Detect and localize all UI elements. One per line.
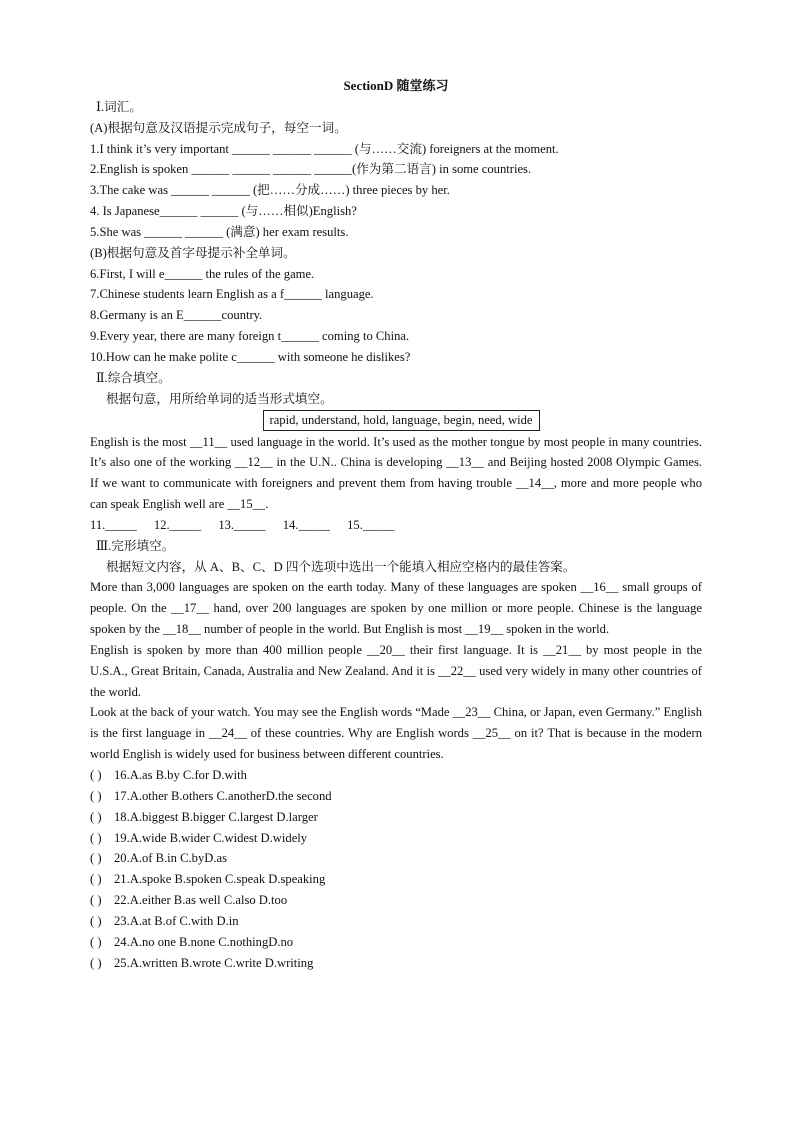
answer-paren-20[interactable]: ( ) <box>90 851 102 866</box>
options-22: 22.A.either B.as well C.also D.too <box>114 893 288 908</box>
question-2: 2.English is spoken ______ ______ ______ ______(作为第二语言) in some countries. <box>90 162 532 177</box>
question-9: 9.Every year, there are many foreign t______ coming to China. <box>90 329 410 344</box>
section-3-heading: Ⅲ.完形填空。 <box>96 538 175 553</box>
answer-paren-18[interactable]: ( ) <box>90 809 102 824</box>
answer-paren-17[interactable]: ( ) <box>90 788 102 803</box>
answer-blank-15[interactable]: 15._____ <box>347 517 395 532</box>
option-row-16 <box>90 765 702 786</box>
question-6: 6.First, I will e______ the rules of the game. <box>90 266 315 281</box>
section-2-heading: Ⅱ.综合填空。 <box>96 370 171 385</box>
options-20: 20.A.of B.in C.byD.as <box>114 851 227 866</box>
answer-blank-14[interactable]: 14._____ <box>282 517 330 532</box>
answer-paren-24[interactable]: ( ) <box>90 934 102 949</box>
section-2-answer-blanks <box>90 515 702 536</box>
option-row-17 <box>90 786 702 807</box>
option-row-18 <box>90 807 702 828</box>
question-8: 8.Germany is an E______country. <box>90 308 263 323</box>
answer-blank-12[interactable]: 12._____ <box>153 517 202 532</box>
answer-paren-21[interactable]: ( ) <box>90 872 102 887</box>
options-18: 18.A.biggest B.bigger C.largest D.larger <box>114 809 318 824</box>
cloze-paragraph-3: Look at the back of your watch. You may see the English words “Made __23__ China, or Japan, even Germany.” English is the first language in __24__ of these countries. Why are English words __25__ on it? That is because in the modern world English is widely used for business between different countries. <box>90 705 702 762</box>
options-23: 23.A.at B.of C.with D.in <box>114 913 239 928</box>
question-10: 10.How can he make polite c______ with someone he dislikes? <box>90 349 411 364</box>
options-16: 16.A.as B.by C.for D.with <box>114 768 247 782</box>
question-7: 7.Chinese students learn English as a f______ language. <box>90 287 374 302</box>
section-3-instruction: 根据短文内容，从 A、B、C、D 四个选项中选出一个能填入相应空格内的最佳答案。 <box>106 559 576 574</box>
option-row-19 <box>90 828 702 849</box>
answer-blank-13[interactable]: 13._____ <box>218 517 266 532</box>
options-19: 19.A.wide B.wider C.widest D.widely <box>114 830 308 845</box>
options-24: 24.A.no one B.none C.nothingD.no <box>114 934 294 949</box>
options-21: 21.A.spoke B.spoken C.speak D.speaking <box>114 872 326 887</box>
question-3: 3.The cake was ______ ______ (把……分成……) three pieces by her. <box>90 183 450 198</box>
section-2-passage: English is the most __11__ used language in the world. It’s used as the mother tongue by most people in many countries. It’s also one of the working __12__ in the U.N.. China is developing __13__ and Beijing hosted 2008 Olympic Games. If we want to communicate with foreigners and prevent them from having trouble __14__, more and more people who can speak English well are __15__. <box>90 434 702 512</box>
section-1a-instruction: (A)根据句意及汉语提示完成句子，每空一词。 <box>90 120 347 135</box>
answer-paren-22[interactable]: ( ) <box>90 893 102 908</box>
option-row-25 <box>90 953 702 974</box>
answer-paren-19[interactable]: ( ) <box>90 830 102 845</box>
worksheet-page <box>90 76 702 973</box>
question-1: 1.I think it’s very important ______ ______ ______ (与……交流) foreigners at the moment. <box>90 141 559 156</box>
section-1-heading: Ⅰ.词汇。 <box>96 99 142 114</box>
options-17: 17.A.other B.others C.anotherD.the second <box>114 788 332 803</box>
page-title: SectionD 随堂练习 <box>343 78 449 93</box>
question-4: 4. Is Japanese______ ______ (与……相似)English? <box>90 204 357 219</box>
word-bank-box: rapid, understand, hold, language, begin, need, wide <box>263 410 540 431</box>
option-row-20 <box>90 848 702 869</box>
answer-paren-16[interactable]: ( ) <box>90 768 102 782</box>
section-1b-instruction: (B)根据句意及首字母提示补全单词。 <box>90 245 296 260</box>
question-5: 5.She was ______ ______ (满意) her exam results. <box>90 224 349 239</box>
section-2-instruction: 根据句意，用所给单词的适当形式填空。 <box>106 391 333 406</box>
option-row-21 <box>90 869 702 890</box>
option-row-24 <box>90 932 702 953</box>
option-row-23 <box>90 911 702 932</box>
answer-paren-23[interactable]: ( ) <box>90 913 102 928</box>
answer-paren-25[interactable]: ( ) <box>90 955 102 970</box>
cloze-paragraph-1: More than 3,000 languages are spoken on the earth today. Many of these languages are spoken __16__ small groups of people. On the __17__ hand, over 200 languages are spoken by one million or more people. Chinese is the language spoken by the __18__ number of people in the world. But English is most __19__ spoken in the world. <box>90 580 702 637</box>
cloze-paragraph-2: English is spoken by more than 400 million people __20__ their first language. It is __21__ by most people in the U.S.A., Great Britain, Canada, Australia and New Zealand. And it is __22__ used very widely in many other countries of the world. <box>90 642 702 699</box>
answer-blank-11[interactable]: 11._____ <box>90 517 137 532</box>
options-25: 25.A.written B.wrote C.write D.writing <box>114 955 314 970</box>
word-bank <box>90 410 702 432</box>
option-row-22 <box>90 890 702 911</box>
